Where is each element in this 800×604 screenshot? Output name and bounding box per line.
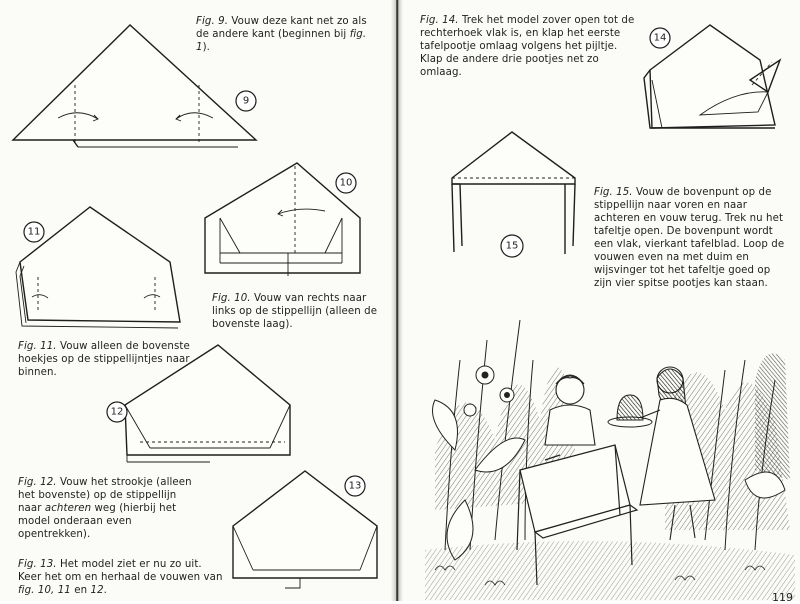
caption-ref: 11	[57, 585, 71, 596]
garden-illustration	[425, 300, 795, 600]
svg-text:9: 9	[242, 95, 250, 107]
fig15-caption	[594, 186, 790, 290]
caption-end: weg (hierbij het model onderaan even opentrekken).	[18, 503, 177, 540]
caption-text: Het model ziet er nu zo uit. Keer het om en herhaal de vouwen van	[18, 559, 223, 583]
fig12-caption	[18, 476, 200, 541]
fig11-diagram	[10, 202, 200, 332]
caption-text: Vouw alleen de bovenste hoekjes op de stippellijntjes naar binnen.	[18, 341, 190, 378]
fig11-number	[24, 222, 44, 242]
caption-label: Fig. 12.	[18, 477, 57, 488]
caption-text: Vouw van rechts naar links op de stippellijn (alleen de bovenste laag).	[212, 293, 378, 330]
caption-ref: 12	[90, 585, 104, 596]
caption-text: Vouw het strookje (alleen het bovenste) op de stippellijn naar	[18, 477, 192, 514]
caption-text: Vouw de bovenpunt op de stippellijn naar voren en naar achteren en vouw terug. Trek nu het tafeltje open. De bovenpunt wordt een vlak, vierkant tafelblad. Loop de vouwen even na met duim en wijsvinger tot het tafeltje goed op zijn vier spitse pootjes kan staan.	[594, 187, 785, 289]
fig9-number	[236, 91, 256, 111]
caption-emphasis: achteren	[44, 503, 92, 514]
fig14-caption	[420, 14, 635, 79]
svg-text:13: 13	[348, 480, 362, 492]
fig12-number	[107, 402, 127, 422]
page-number: 119	[772, 591, 793, 604]
fig9-caption	[196, 15, 381, 54]
caption-label: Fig. 15.	[594, 187, 633, 198]
caption-text: en	[70, 585, 91, 596]
caption-text: Trek het model zover open tot de rechterhoek vlak is, en klap het eerste tafelpootje omlaag volgens het pijltje. Klap de andere drie pootjes net zo omlaag.	[420, 15, 635, 78]
svg-text:14: 14	[653, 32, 667, 44]
caption-label: Fig. 11.	[18, 341, 57, 352]
caption-ref: fig. 1	[196, 29, 367, 53]
caption-end: ).	[202, 42, 211, 53]
caption-label: Fig. 10.	[212, 293, 251, 304]
book-gutter	[391, 0, 403, 601]
svg-text:11: 11	[27, 226, 41, 238]
caption-label: Fig. 14.	[420, 15, 459, 26]
fig10-diagram	[200, 158, 370, 288]
fig14-number	[650, 28, 670, 48]
caption-label: Fig. 13.	[18, 559, 57, 570]
fig15-diagram	[440, 126, 590, 261]
caption-ref: fig. 10,	[18, 585, 55, 596]
svg-text:12: 12	[110, 406, 124, 418]
fig15-number	[501, 235, 523, 257]
fig13-diagram	[225, 466, 385, 596]
fig13-caption	[18, 558, 228, 597]
caption-text: Vouw deze kant net zo als de andere kant (beginnen bij	[196, 16, 367, 40]
svg-text:15: 15	[505, 240, 519, 252]
caption-label: Fig. 9.	[196, 16, 229, 27]
fig10-caption	[212, 292, 387, 331]
fig10-number	[336, 173, 356, 193]
fig13-number	[345, 476, 365, 496]
svg-text:10: 10	[339, 177, 353, 189]
fig11-caption	[18, 340, 198, 379]
fig14-diagram	[640, 20, 800, 150]
caption-end: .	[103, 585, 108, 596]
